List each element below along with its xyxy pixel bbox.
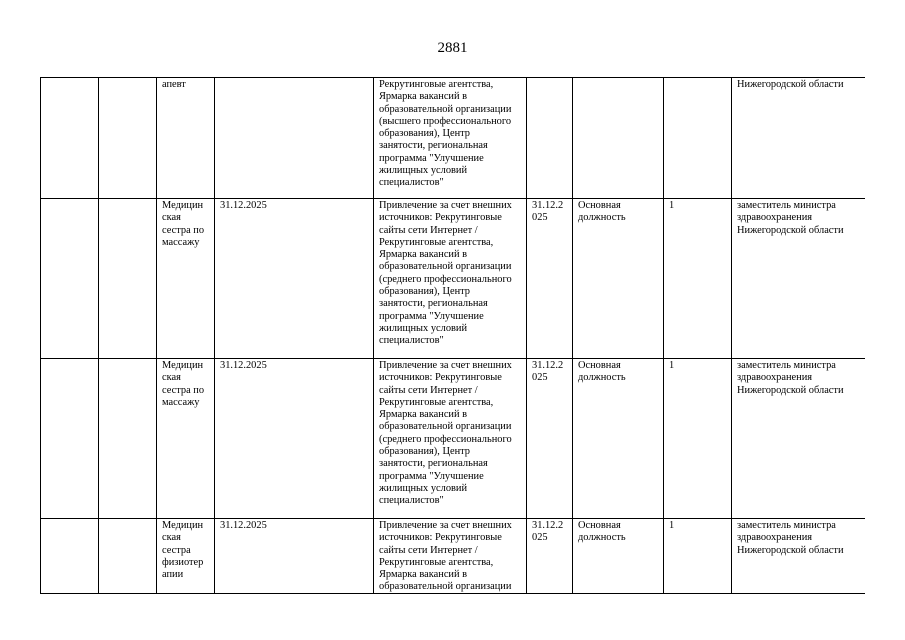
sources-cell: Привлечение за счет внешних источников: Рекрутинговые сайты сети Интернет / Рекрутинговые агентства, Ярмарка вакансий в образовательной организации (среднего профессионального образования), Центр занятости, региональная программа "Улучшение жилищных условий специалистов" <box>374 199 527 359</box>
empty-cell <box>41 199 99 359</box>
date-cell: 31.12.2025 <box>215 199 374 359</box>
responsible-cell: заместитель министра здравоохранения Нижегородской области <box>732 199 866 359</box>
sources-cell: Привлечение за счет внешних источников: Рекрутинговые сайты сети Интернет / Рекрутинговые агентства, Ярмарка вакансий в образовательной организации <box>374 519 527 595</box>
empty-cell <box>41 359 99 519</box>
responsible-cell: заместитель министра здравоохранения Нижегородской области <box>732 359 866 519</box>
empty-cell <box>41 519 99 595</box>
position-cell: Медицин ская сестра физиотер апии <box>157 519 215 595</box>
empty-cell <box>41 78 99 199</box>
table-row <box>41 78 866 199</box>
date2-cell: 31.12.2 025 <box>527 199 573 359</box>
table-row <box>41 199 866 359</box>
count-cell: 1 <box>664 519 732 595</box>
date-cell <box>215 78 374 199</box>
position-cell: апевт <box>157 78 215 199</box>
position-type-cell: Основная должность <box>573 519 664 595</box>
position-cell: Медицин ская сестра по массажу <box>157 199 215 359</box>
table-row <box>41 519 866 595</box>
date-cell: 31.12.2025 <box>215 359 374 519</box>
count-cell: 1 <box>664 199 732 359</box>
document-table <box>40 77 865 594</box>
count-cell <box>664 78 732 199</box>
position-type-cell <box>573 78 664 199</box>
empty-cell <box>99 78 157 199</box>
document-table-wrapper <box>40 77 865 594</box>
position-type-cell: Основная должность <box>573 199 664 359</box>
sources-cell: Привлечение за счет внешних источников: Рекрутинговые сайты сети Интернет / Рекрутинговые агентства, Ярмарка вакансий в образовательной организации (среднего профессионального образования), Центр занятости, региональная программа "Улучшение жилищных условий специалистов" <box>374 359 527 519</box>
count-cell: 1 <box>664 359 732 519</box>
date2-cell <box>527 78 573 199</box>
page-number: 2881 <box>437 40 468 56</box>
empty-cell <box>99 359 157 519</box>
empty-cell <box>99 519 157 595</box>
responsible-cell: Нижегородской области <box>732 78 866 199</box>
sources-cell: Рекрутинговые агентства, Ярмарка вакансий в образовательной организации (высшего профессионального образования), Центр занятости, региональная программа "Улучшение жилищных условий специалистов" <box>374 78 527 199</box>
date2-cell: 31.12.2 025 <box>527 519 573 595</box>
responsible-cell: заместитель министра здравоохранения Нижегородской области <box>732 519 866 595</box>
position-cell: Медицин ская сестра по массажу <box>157 359 215 519</box>
date2-cell: 31.12.2 025 <box>527 359 573 519</box>
empty-cell <box>99 199 157 359</box>
date-cell: 31.12.2025 <box>215 519 374 595</box>
position-type-cell: Основная должность <box>573 359 664 519</box>
table-row <box>41 359 866 519</box>
